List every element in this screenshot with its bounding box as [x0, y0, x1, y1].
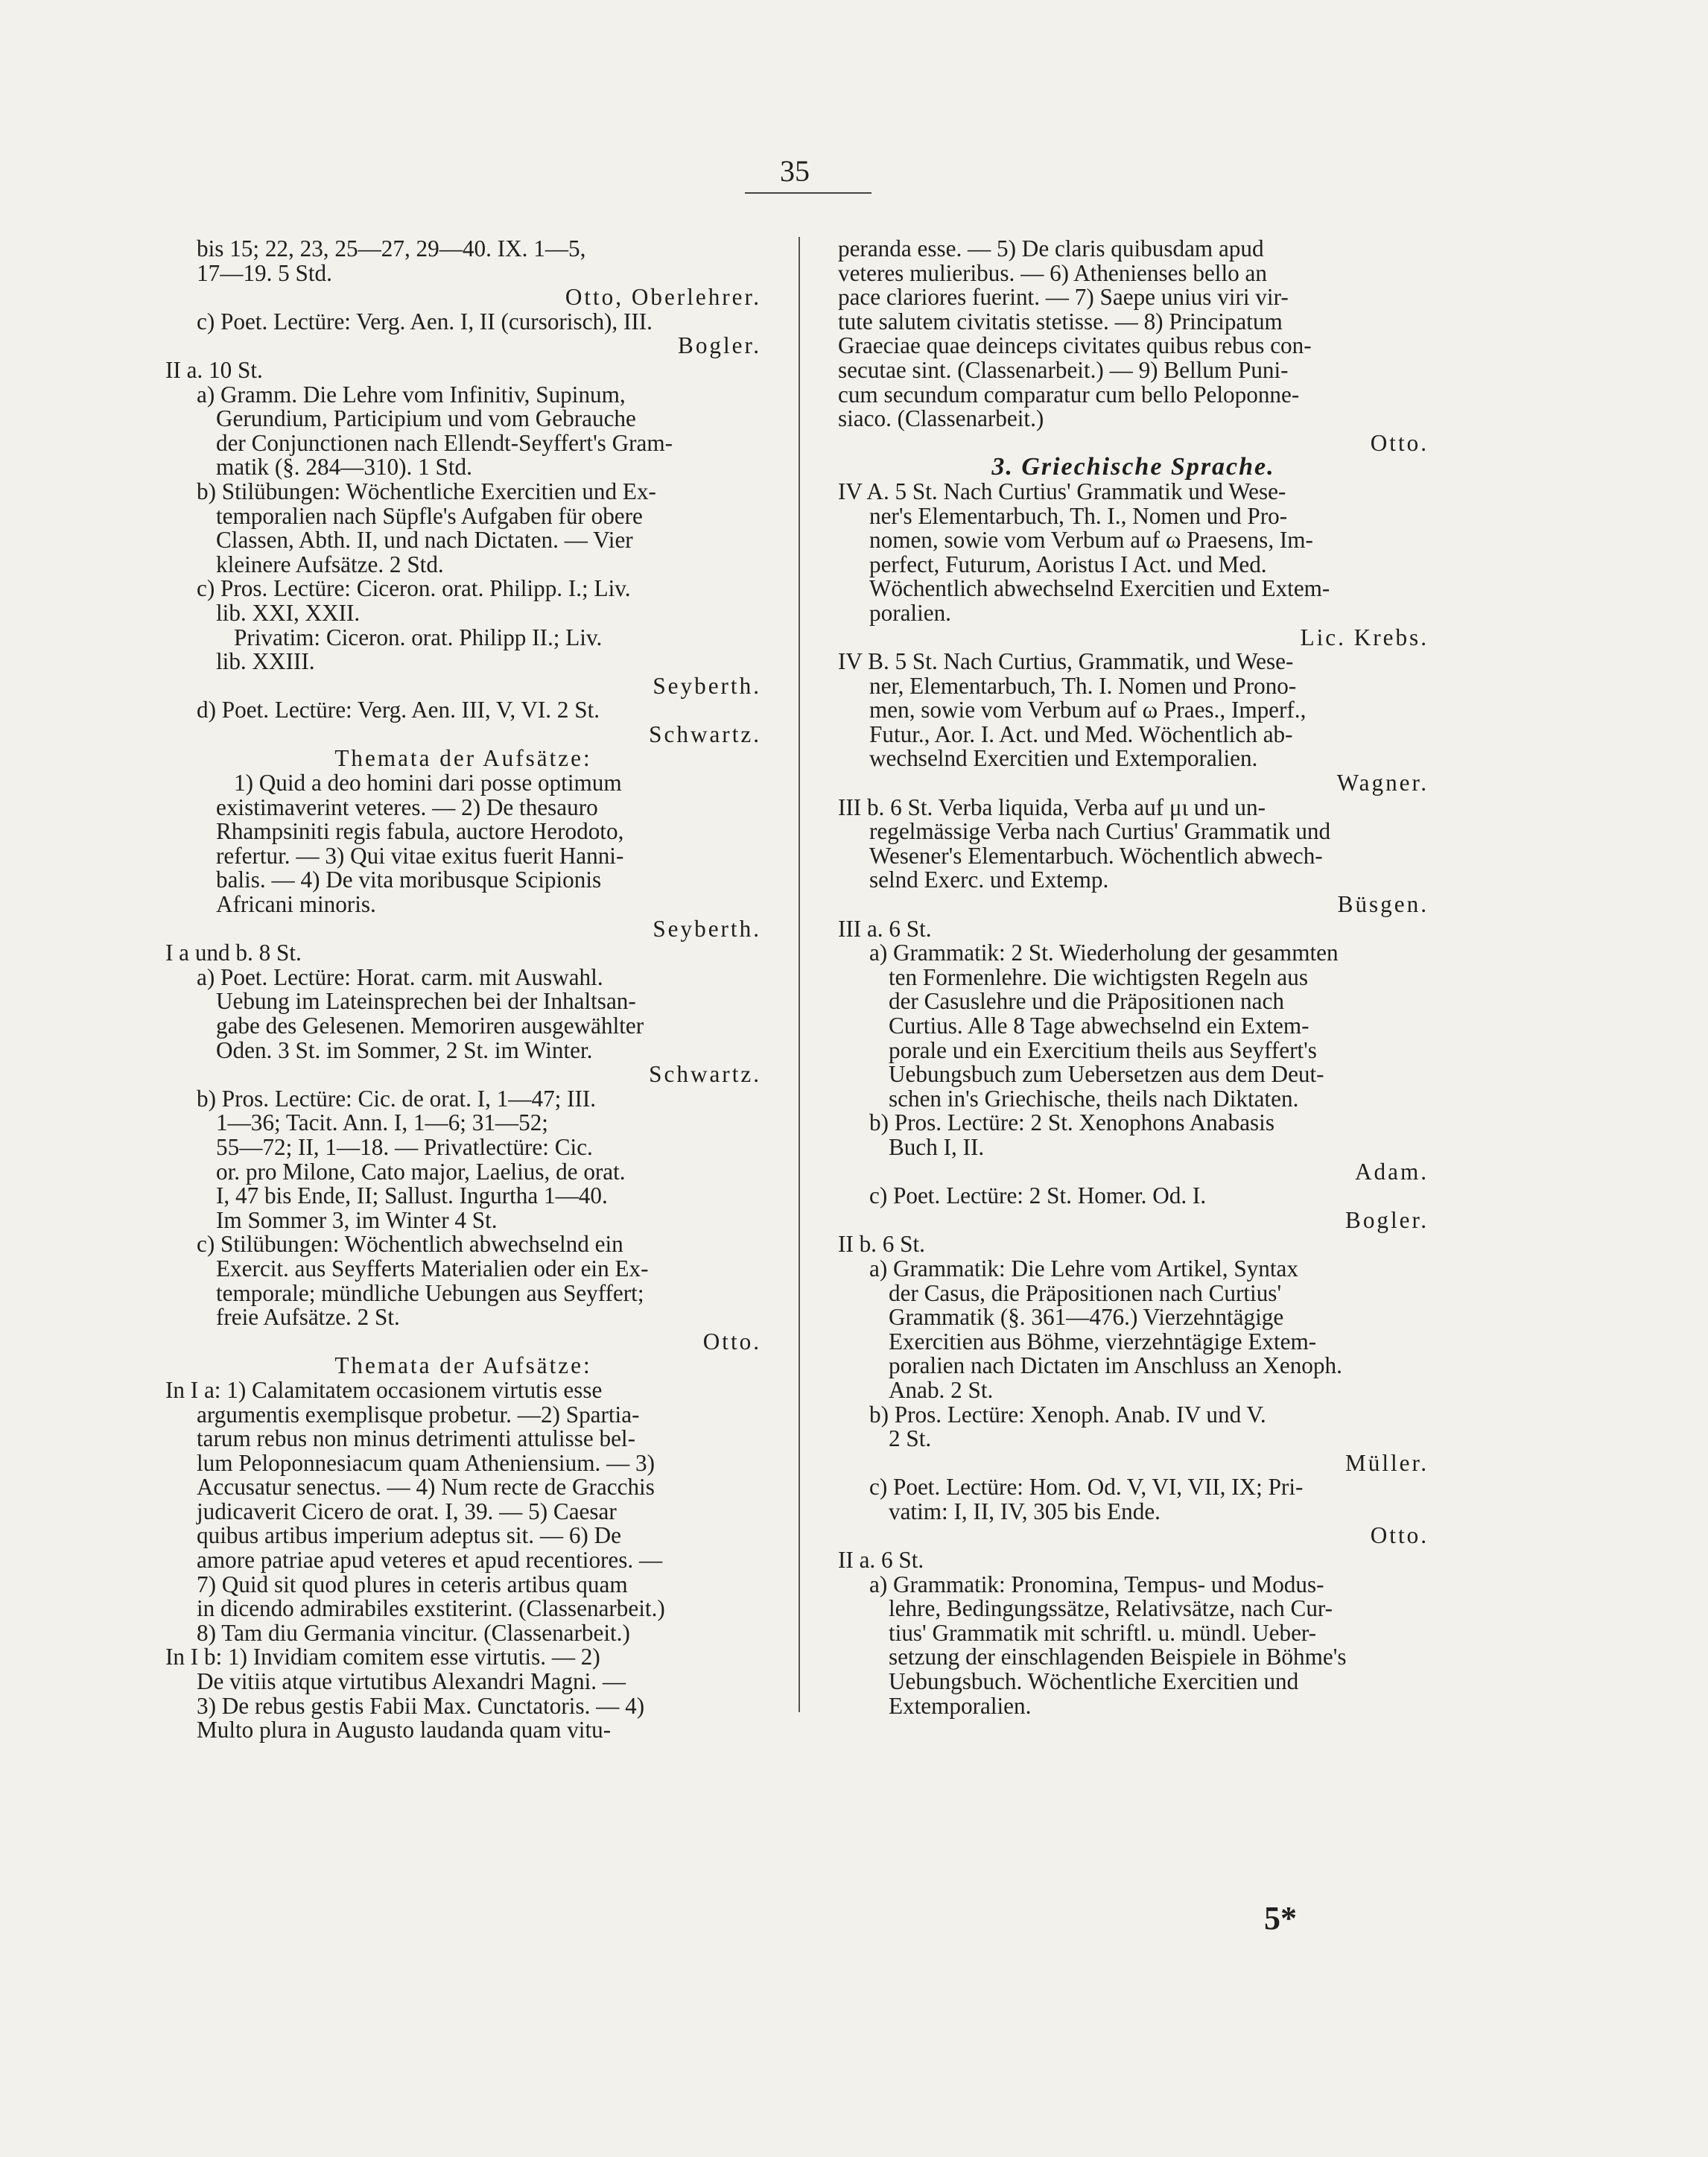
- left-column-line: Exercit. aus Seyfferts Materialien oder ein Ex-: [216, 1255, 649, 1282]
- left-column-line: argumentis exemplisque probetur. —2) Spartia-: [197, 1401, 640, 1428]
- left-column-line: a) Poet. Lectüre: Horat. carm. mit Auswahl.: [197, 963, 603, 990]
- left-column-line: Gerundium, Participium und vom Gebrauche: [216, 405, 636, 432]
- left-column-line: 3) De rebus gestis Fabii Max. Cunctatoris. — 4): [197, 1692, 645, 1719]
- right-column-line: III a. 6 St.: [838, 915, 932, 942]
- left-column-line: In I b: 1) Invidiam comitem esse virtutis. — 2): [165, 1644, 600, 1670]
- left-column-line: balis. — 4) De vita moribusque Scipionis: [216, 867, 602, 893]
- right-column-line: Extemporalien.: [889, 1692, 1032, 1719]
- left-column-line: lum Peloponnesiacum quam Atheniensium. — 3): [197, 1449, 655, 1476]
- left-column-line: Classen, Abth. II, und nach Dictaten. — Vier: [216, 527, 633, 554]
- left-column-line: I, 47 bis Ende, II; Sallust. Ingurtha 1—40.: [216, 1182, 608, 1209]
- right-column-line: Wesener's Elementarbuch. Wöchentlich abwech-: [869, 842, 1323, 869]
- right-column-line: Wöchentlich abwechselnd Exercitien und Extem-: [869, 575, 1330, 602]
- left-column-line: amore patriae apud veteres et apud recentiores. —: [197, 1547, 663, 1574]
- right-column-line: Uebungsbuch zum Uebersetzen aus dem Deut-: [889, 1061, 1324, 1088]
- right-column-line: Grammatik (§. 361—476.) Vierzehntägige: [889, 1304, 1284, 1331]
- right-column-line: wechselnd Exercitien und Extemporalien.: [869, 745, 1258, 772]
- left-column-line: Im Sommer 3, im Winter 4 St.: [216, 1206, 498, 1233]
- right-column-line: IV B. 5 St. Nach Curtius, Grammatik, und Wese-: [838, 648, 1294, 675]
- left-column-line: Schwartz.: [649, 720, 761, 747]
- right-column-line: Müller.: [1345, 1449, 1429, 1476]
- right-column-line: b) Pros. Lectüre: 2 St. Xenophons Anabasis: [869, 1109, 1274, 1136]
- right-column-line: Exercitien aus Böhme, vierzehntägige Extem-: [889, 1328, 1317, 1355]
- left-column-line: Otto.: [702, 1328, 761, 1355]
- right-column-line: Adam.: [1354, 1158, 1429, 1185]
- left-column-line: bis 15; 22, 23, 25—27, 29—40. IX. 1—5,: [197, 235, 586, 262]
- left-column-line: Accusatur senectus. — 4) Num recte de Gracchis: [197, 1474, 655, 1501]
- left-column-line: I a und b. 8 St.: [165, 940, 302, 966]
- right-column-line: 2 St.: [889, 1425, 932, 1452]
- right-column-line: regelmässige Verba nach Curtius' Grammatik und: [869, 818, 1331, 845]
- left-column-line: Seyberth.: [653, 915, 761, 942]
- left-column-line: Africani minoris.: [216, 891, 376, 918]
- left-column-line: matik (§. 284—310). 1 Std.: [216, 454, 472, 481]
- left-column-line: Rhampsiniti regis fabula, auctore Herodoto,: [216, 818, 624, 845]
- right-column-line: Lic. Krebs.: [1300, 624, 1429, 650]
- right-column-line: siaco. (Classenarbeit.): [838, 405, 1044, 432]
- right-column-line: a) Grammatik: Pronomina, Tempus- und Modus-: [869, 1571, 1324, 1597]
- right-column-line: secutae sint. (Classenarbeit.) — 9) Bellum Puni-: [838, 356, 1289, 383]
- right-column-line: IV A. 5 St. Nach Curtius' Grammatik und Wese-: [838, 478, 1286, 504]
- right-column-line: Graeciae quae deinceps civitates quibus rebus con-: [838, 332, 1312, 359]
- left-column-line: 1—36; Tacit. Ann. I, 1—6; 31—52;: [216, 1109, 548, 1136]
- right-column-line: Buch I, II.: [889, 1133, 985, 1160]
- column-divider: [799, 237, 800, 1712]
- left-column-line: d) Poet. Lectüre: Verg. Aen. III, V, VI. 2 St.: [197, 697, 600, 723]
- left-column-line: c) Poet. Lectüre: Verg. Aen. I, II (cursorisch), III.: [197, 308, 653, 335]
- right-column-line: 3. Griechische Sprache.: [991, 453, 1275, 481]
- right-column-line: Bogler.: [1345, 1206, 1429, 1233]
- left-column-line: lib. XXIII.: [216, 648, 315, 675]
- left-column-line: 17—19. 5 Std.: [197, 259, 332, 286]
- left-column-line: c) Pros. Lectüre: Ciceron. orat. Philipp. I.; Liv.: [197, 575, 631, 602]
- left-column-line: judicaverit Cicero de orat. I, 39. — 5) Caesar: [197, 1498, 617, 1524]
- left-column-line: Uebung im Lateinsprechen bei der Inhaltsan-: [216, 988, 636, 1015]
- left-column-line: tarum rebus non minus detrimenti attulisse bel-: [197, 1425, 635, 1452]
- right-column-line: Uebungsbuch. Wöchentliche Exercitien und: [889, 1668, 1299, 1695]
- right-column-line: poralien nach Dictaten im Anschluss an Xenoph.: [889, 1352, 1342, 1379]
- left-column-line: 1) Quid a deo homini dari posse optimum: [234, 770, 622, 796]
- page-number: 35: [780, 154, 810, 188]
- header-rule: [745, 192, 872, 194]
- right-column-line: schen in's Griechische, theils nach Diktaten.: [889, 1085, 1299, 1112]
- right-column-line: selnd Exerc. und Extemp.: [869, 867, 1109, 893]
- right-column-line: a) Grammatik: 2 St. Wiederholung der gesammten: [869, 940, 1339, 966]
- left-column-line: Schwartz.: [649, 1061, 761, 1088]
- right-column-line: poralien.: [869, 599, 951, 626]
- left-column-line: b) Pros. Lectüre: Cic. de orat. I, 1—47; III.: [197, 1085, 597, 1112]
- right-column-line: a) Grammatik: Die Lehre vom Artikel, Syntax: [869, 1255, 1298, 1282]
- left-column-line: freie Aufsätze. 2 St.: [216, 1304, 400, 1331]
- left-column-line: temporalien nach Süpfle's Aufgaben für obere: [216, 502, 643, 529]
- right-column-line: Curtius. Alle 8 Tage abwechselnd ein Extem-: [889, 1013, 1309, 1039]
- right-column-line: Wagner.: [1336, 770, 1429, 796]
- right-column-line: setzung der einschlagenden Beispiele in Böhme's: [889, 1644, 1347, 1670]
- left-column-line: or. pro Milone, Cato major, Laelius, de orat.: [216, 1158, 626, 1185]
- left-column-line: De vitiis atque virtutibus Alexandri Magni. —: [197, 1668, 626, 1695]
- left-column-line: Oden. 3 St. im Sommer, 2 St. im Winter.: [216, 1036, 593, 1063]
- left-column-line: II a. 10 St.: [165, 356, 263, 383]
- right-column-line: II a. 6 St.: [838, 1547, 924, 1574]
- right-column-line: der Casuslehre und die Präpositionen nach: [889, 988, 1284, 1015]
- right-column-line: c) Poet. Lectüre: 2 St. Homer. Od. I.: [869, 1182, 1207, 1209]
- left-column-line: quibus artibus imperium adeptus sit. — 6) De: [197, 1522, 621, 1549]
- right-column-line: ner, Elementarbuch, Th. I. Nomen und Prono-: [869, 672, 1297, 699]
- right-column-line: ner's Elementarbuch, Th. I., Nomen und Pro-: [869, 502, 1288, 529]
- left-column: [165, 237, 761, 1743]
- right-column-line: men, sowie vom Verbum auf ω Praes., Imperf.,: [869, 697, 1307, 723]
- left-column-line: 8) Tam diu Germania vincitur. (Classenarbeit.): [197, 1619, 630, 1646]
- right-column-line: ten Formenlehre. Die wichtigsten Regeln aus: [889, 963, 1308, 990]
- signature-mark: 5*: [1264, 1900, 1297, 1936]
- right-column-line: Otto.: [1370, 429, 1429, 456]
- right-column-line: Otto.: [1370, 1522, 1429, 1549]
- left-column-line: a) Gramm. Die Lehre vom Infinitiv, Supinum,: [197, 381, 626, 408]
- right-column-line: III b. 6 St. Verba liquida, Verba auf μι und un-: [838, 794, 1266, 820]
- left-column-line: b) Stilübungen: Wöchentliche Exercitien und Ex-: [197, 478, 656, 504]
- left-column-line: refertur. — 3) Qui vitae exitus fuerit Hanni-: [216, 842, 624, 869]
- left-column-line: 55—72; II, 1—18. — Privatlectüre: Cic.: [216, 1133, 593, 1160]
- right-column-line: tute salutem civitatis stetisse. — 8) Principatum: [838, 308, 1283, 335]
- left-column-line: kleinere Aufsätze. 2 Std.: [216, 551, 444, 577]
- left-column-line: lib. XXI, XXII.: [216, 599, 361, 626]
- right-column-line: veteres mulieribus. — 6) Athenienses bello an: [838, 259, 1267, 286]
- right-column-line: pace clariores fuerint. — 7) Saepe unius viri vir-: [838, 284, 1289, 311]
- left-column-line: In I a: 1) Calamitatem occasionem virtutis esse: [165, 1376, 603, 1403]
- right-column-line: Anab. 2 St.: [889, 1376, 994, 1403]
- left-column-line: der Conjunctionen nach Ellendt-Seyffert's Gram-: [216, 429, 673, 456]
- right-column: [838, 237, 1429, 1718]
- left-column-line: gabe des Gelesenen. Memoriren ausgewählter: [216, 1013, 644, 1039]
- right-column-line: vatim: I, II, IV, 305 bis Ende.: [889, 1498, 1161, 1524]
- right-column-line: perfect, Futurum, Aoristus I Act. und Med.: [869, 551, 1267, 577]
- left-column-line: Otto, Oberlehrer.: [565, 284, 761, 311]
- right-column-line: der Casus, die Präpositionen nach Curtius': [889, 1279, 1282, 1306]
- right-column-line: II b. 6 St.: [838, 1231, 925, 1258]
- left-column-line: Privatim: Ciceron. orat. Philipp II.; Liv.: [234, 624, 603, 650]
- right-column-line: cum secundum comparatur cum bello Peloponne-: [838, 381, 1300, 408]
- left-column-line: Themata der Aufsätze:: [334, 745, 592, 772]
- right-column-line: lehre, Bedingungssätze, Relativsätze, nach Cur-: [889, 1595, 1333, 1622]
- left-column-line: in dicendo admirabiles exstiterint. (Classenarbeit.): [197, 1595, 665, 1622]
- right-column-line: nomen, sowie vom Verbum auf ω Praesens, Im-: [869, 527, 1313, 554]
- left-column-line: Bogler.: [678, 332, 761, 359]
- right-column-line: Büsgen.: [1337, 891, 1429, 918]
- right-column-line: b) Pros. Lectüre: Xenoph. Anab. IV und V.: [869, 1401, 1266, 1428]
- left-column-line: Seyberth.: [653, 672, 761, 699]
- left-column-line: Themata der Aufsätze:: [334, 1352, 592, 1379]
- right-column-line: tius' Grammatik mit schriftl. u. mündl. Ueber-: [889, 1619, 1317, 1646]
- right-column-line: c) Poet. Lectüre: Hom. Od. V, VI, VII, IX; Pri-: [869, 1474, 1304, 1501]
- right-column-line: peranda esse. — 5) De claris quibusdam apud: [838, 235, 1264, 262]
- left-column-line: existimaverint veteres. — 2) De thesauro: [216, 794, 598, 820]
- right-column-line: porale und ein Exercitium theils aus Seyffert's: [889, 1036, 1317, 1063]
- left-column-line: 7) Quid sit quod plures in ceteris artibus quam: [197, 1571, 628, 1597]
- left-column-line: Multo plura in Augusto laudanda quam vitu-: [197, 1717, 612, 1743]
- left-column-line: temporale; mündliche Uebungen aus Seyffert;: [216, 1279, 644, 1306]
- right-column-line: Futur., Aor. I. Act. und Med. Wöchentlich ab-: [869, 720, 1293, 747]
- left-column-line: c) Stilübungen: Wöchentlich abwechselnd ein: [197, 1231, 623, 1258]
